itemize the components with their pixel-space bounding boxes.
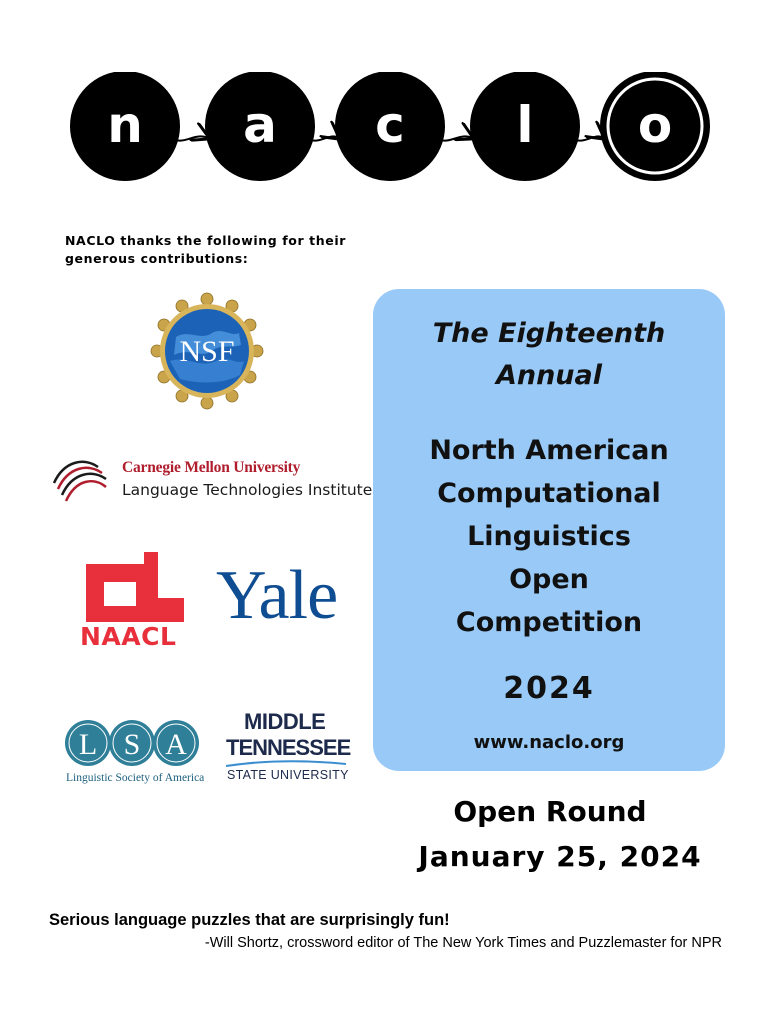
thanks-text: NACLO thanks the following for their generous contributions: (65, 233, 346, 266)
round-date: January 25, 2024 (418, 840, 702, 873)
lsa-letter: A (165, 728, 187, 761)
quote-text: Serious language puzzles that are surprisingly fun! (49, 911, 450, 929)
logo-letter: l (516, 96, 534, 154)
annual-line: Annual (495, 360, 603, 391)
mtsu-middle: MIDDLE (244, 709, 326, 734)
naacl-mark (86, 552, 186, 622)
competition-line: Open (509, 564, 589, 595)
annual-line: The Eighteenth (432, 318, 666, 349)
quote-attribution: -Will Shortz, crossword editor of The New York Times and Puzzlemaster for NPR (204, 935, 722, 951)
logo-letter: o (637, 96, 673, 154)
competition-name (373, 429, 725, 644)
naclo-logo (70, 72, 710, 182)
logo-letter: a (243, 96, 277, 154)
round-title: Open Round (453, 795, 647, 828)
nsf-text: NSF (179, 335, 235, 368)
competition-line: Computational (437, 478, 661, 509)
cmu-name: Carnegie Mellon University (122, 459, 301, 476)
lsa-name: Linguistic Society of America (66, 772, 205, 784)
mtsu-tennessee: TENNESSEE (226, 735, 351, 760)
mtsu-swoosh (226, 760, 346, 768)
logo-letter: n (107, 96, 143, 154)
nsf-logo (146, 289, 268, 413)
lsa-logo (64, 712, 200, 774)
annual-heading (373, 313, 725, 397)
naacl-text: NAACL (80, 622, 177, 651)
competition-panel (373, 289, 725, 771)
cmu-lti-name: Language Technologies Institute (122, 481, 373, 499)
website-link[interactable]: www.naclo.org (473, 732, 625, 753)
cmu-lti-mark (50, 449, 110, 509)
logo-letter: c (375, 96, 405, 154)
competition-line: Competition (455, 607, 643, 638)
lsa-letter: S (123, 728, 141, 761)
yale-logo: Yale (216, 557, 338, 634)
competition-line: North American (429, 435, 669, 466)
lsa-letter: L (78, 728, 98, 761)
competition-year: 2024 (503, 671, 595, 706)
competition-line: Linguistics (467, 521, 631, 552)
mtsu-state: STATE UNIVERSITY (227, 768, 349, 782)
